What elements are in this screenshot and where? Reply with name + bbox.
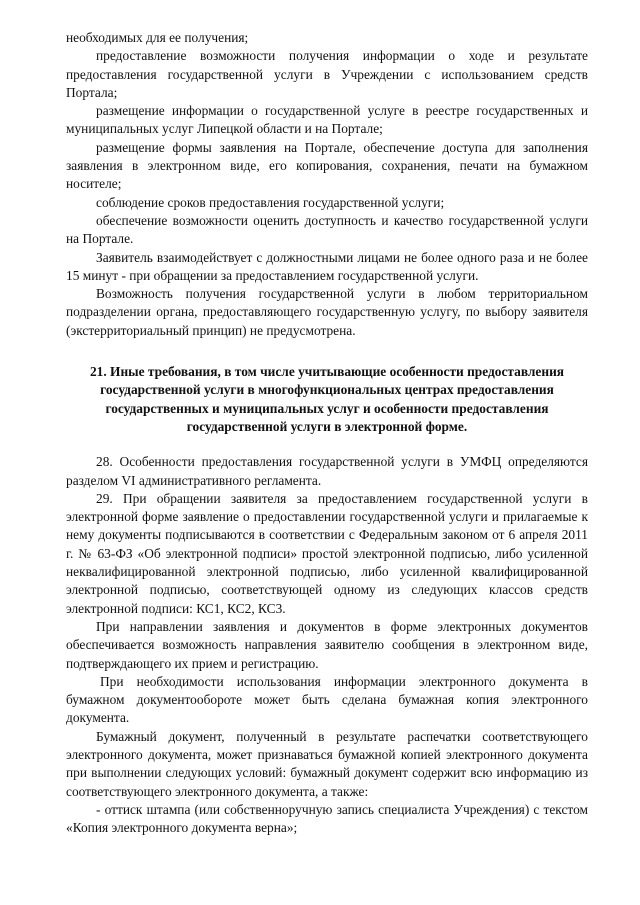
document-page: [66, 29, 588, 837]
paragraph: - оттиск штампа (или собственноручную запись специалиста Учреждения) с текстом «Копия электронного документа верна»;: [66, 801, 588, 836]
paragraph: размещение информации о государственной услуге в реестре государственных и муниципальных услуг Липецкой области и на Портале;: [66, 103, 588, 137]
paragraph: 28. Особенности предоставления государственной услуги в УМФЦ определяются разделом VI административного регламента.: [66, 454, 588, 488]
paragraph: При направлении заявления и документов в форме электронных документов обеспечивается возможность направления заявителю сообщения в электронном виде, подтверждающего их прием и регистрацию.: [66, 618, 588, 671]
section-heading: 21. Иные требования, в том числе учитывающие особенности предоставления государственной услуги в многофункциональных центрах предоставления государственных и муниципальных услуг и особенности предоставления государственной услуги в электронной форме.: [89, 364, 565, 434]
paragraph: Возможность получения государственной услуги в любом территориальном подразделении органа, предоставляющего государственную услугу, по выбору заявителя (экстерриториальный принцип) не предусмотрена.: [66, 286, 588, 338]
paragraph: необходимых для ее получения;: [66, 30, 249, 45]
paragraph: При необходимости использования информации электронного документа в бумажном документообороте может быть сделана бумажная копия электронного документа.: [66, 673, 588, 726]
paragraph: 29. При обращении заявителя за предоставлением государственной услуги в электронной форме заявление о предоставлении государственной услуги и прилагаемые к нему документы подписываются в соответствии с Федеральным законом от 6 апреля 2011 г. № 63-ФЗ «Об электронной подписи» простой электронной подписью, либо усиленной неквалифицированной электронной подписью, либо усиленной квалифицированной электронной подписью, соответствующей одному из следующих классов средств электронной подписи: КС1, КС2, КС3.: [66, 490, 588, 616]
paragraph: соблюдение сроков предоставления государственной услуги;: [96, 194, 445, 210]
paragraph: предоставление возможности получения информации о ходе и результате предоставления государственной услуги в Учреждении с использованием средств Портала;: [66, 48, 588, 100]
paragraph: Заявитель взаимодействует с должностными лицами не более одного раза и не более 15 минут - при обращении за предоставлением государственной услуги.: [66, 249, 588, 283]
paragraph: обеспечение возможности оценить доступность и качество государственной услуги на Портале.: [66, 212, 588, 247]
paragraph: размещение формы заявления на Портале, обеспечение доступа для заполнения заявления в электронном виде, его копирования, сохранения, печати на бумажном носителе;: [66, 139, 588, 192]
paragraph: Бумажный документ, полученный в результате распечатки соответствующего электронного документа, может признаваться бумажной копией электронного документа при выполнении следующих условий: бумажный документ содержит всю информацию из соответствующего электронного документа, а также:: [66, 728, 588, 799]
